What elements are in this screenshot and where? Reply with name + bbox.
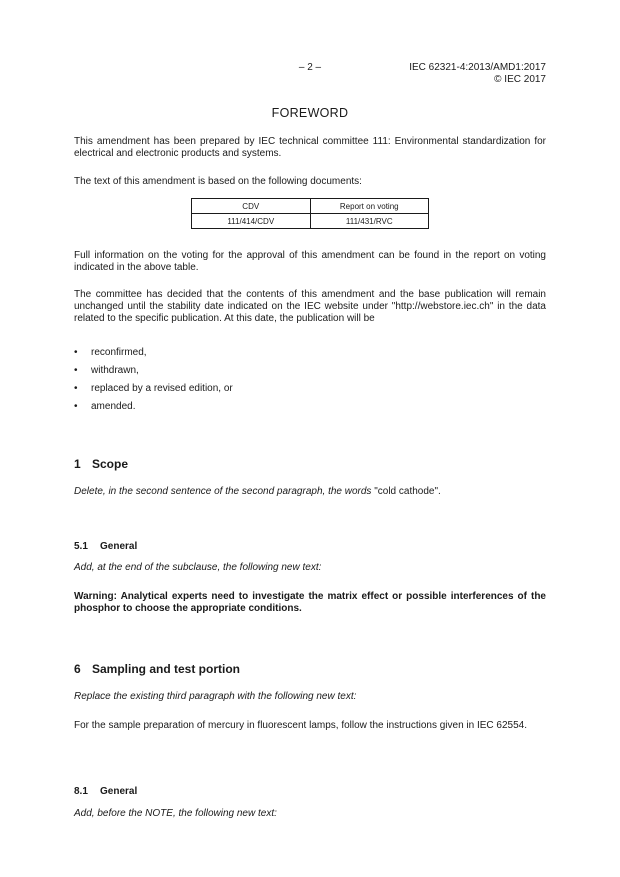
section-title: Sampling and test portion [92, 662, 241, 676]
section-6-body: For the sample preparation of mercury in fluorescent lamps, follow the instructions given in IEC 62554. [74, 720, 527, 731]
quoted-text: "cold cathode". [374, 486, 441, 497]
copyright: © IEC 2017 [494, 73, 546, 85]
table-cell: 111/414/CDV [192, 214, 311, 229]
bullet-icon: • [74, 347, 78, 358]
section-5-1-instruction: Add, at the end of the subclause, the following new text: [74, 562, 322, 573]
list-item [74, 365, 233, 383]
documents-table [191, 198, 429, 229]
section-title: General [100, 541, 138, 552]
bullet-icon: • [74, 383, 78, 394]
section-5-1-heading [74, 541, 137, 552]
bullet-list [74, 347, 233, 419]
list-item [74, 383, 233, 401]
foreword-paragraph-1: This amendment has been prepared by IEC technical committee 111: Environmental standardization for electrical and electronic products and systems. [74, 136, 546, 159]
section-number: 5.1 [74, 541, 88, 552]
instruction-text: Delete, in the second sentence of the second paragraph, the words [74, 486, 372, 497]
list-item-text: withdrawn, [91, 365, 139, 376]
section-6-heading [74, 662, 240, 676]
foreword-paragraph-3: Full information on the voting for the approval of this amendment can be found in the report on voting indicated in the above table. [74, 250, 546, 273]
standard-id: IEC 62321-4:2013/AMD1:2017 [409, 62, 546, 73]
table-header-cell: Report on voting [310, 199, 429, 214]
section-number: 1 [74, 457, 81, 471]
page-number: – 2 – [298, 62, 322, 73]
section-number: 8.1 [74, 786, 88, 797]
section-8-1-heading [74, 786, 137, 797]
section-1-heading [74, 457, 128, 471]
section-title: General [100, 786, 138, 797]
list-item-text: amended. [91, 401, 136, 412]
section-6-instruction: Replace the existing third paragraph with the following new text: [74, 691, 357, 702]
page-title: FOREWORD [271, 106, 349, 120]
list-item [74, 401, 233, 419]
section-title: Scope [92, 457, 129, 471]
list-item-text: reconfirmed, [91, 347, 147, 358]
table-cell: 111/431/RVC [310, 214, 429, 229]
bullet-icon: • [74, 401, 78, 412]
list-item-text: replaced by a revised edition, or [91, 383, 233, 394]
warning-text: Warning: Analytical experts need to investigate the matrix effect or possible interferences of the phosphor to choose the appropriate conditions. [74, 591, 546, 614]
list-item [74, 347, 233, 365]
foreword-paragraph-4: The committee has decided that the contents of this amendment and the base publication will remain unchanged until the stability date indicated on the IEC website under "http://webstore.iec.ch" in the data related to the specific publication. At this date, the publication will be [74, 289, 546, 324]
section-1-instruction [74, 486, 546, 498]
standard-header [409, 62, 546, 85]
table-header-cell: CDV [192, 199, 311, 214]
bullet-icon: • [74, 365, 78, 376]
table-header-row [192, 199, 429, 214]
foreword-paragraph-2: The text of this amendment is based on the following documents: [74, 176, 362, 187]
table-row [192, 214, 429, 229]
section-number: 6 [74, 662, 81, 676]
section-8-1-instruction: Add, before the NOTE, the following new text: [74, 808, 277, 819]
